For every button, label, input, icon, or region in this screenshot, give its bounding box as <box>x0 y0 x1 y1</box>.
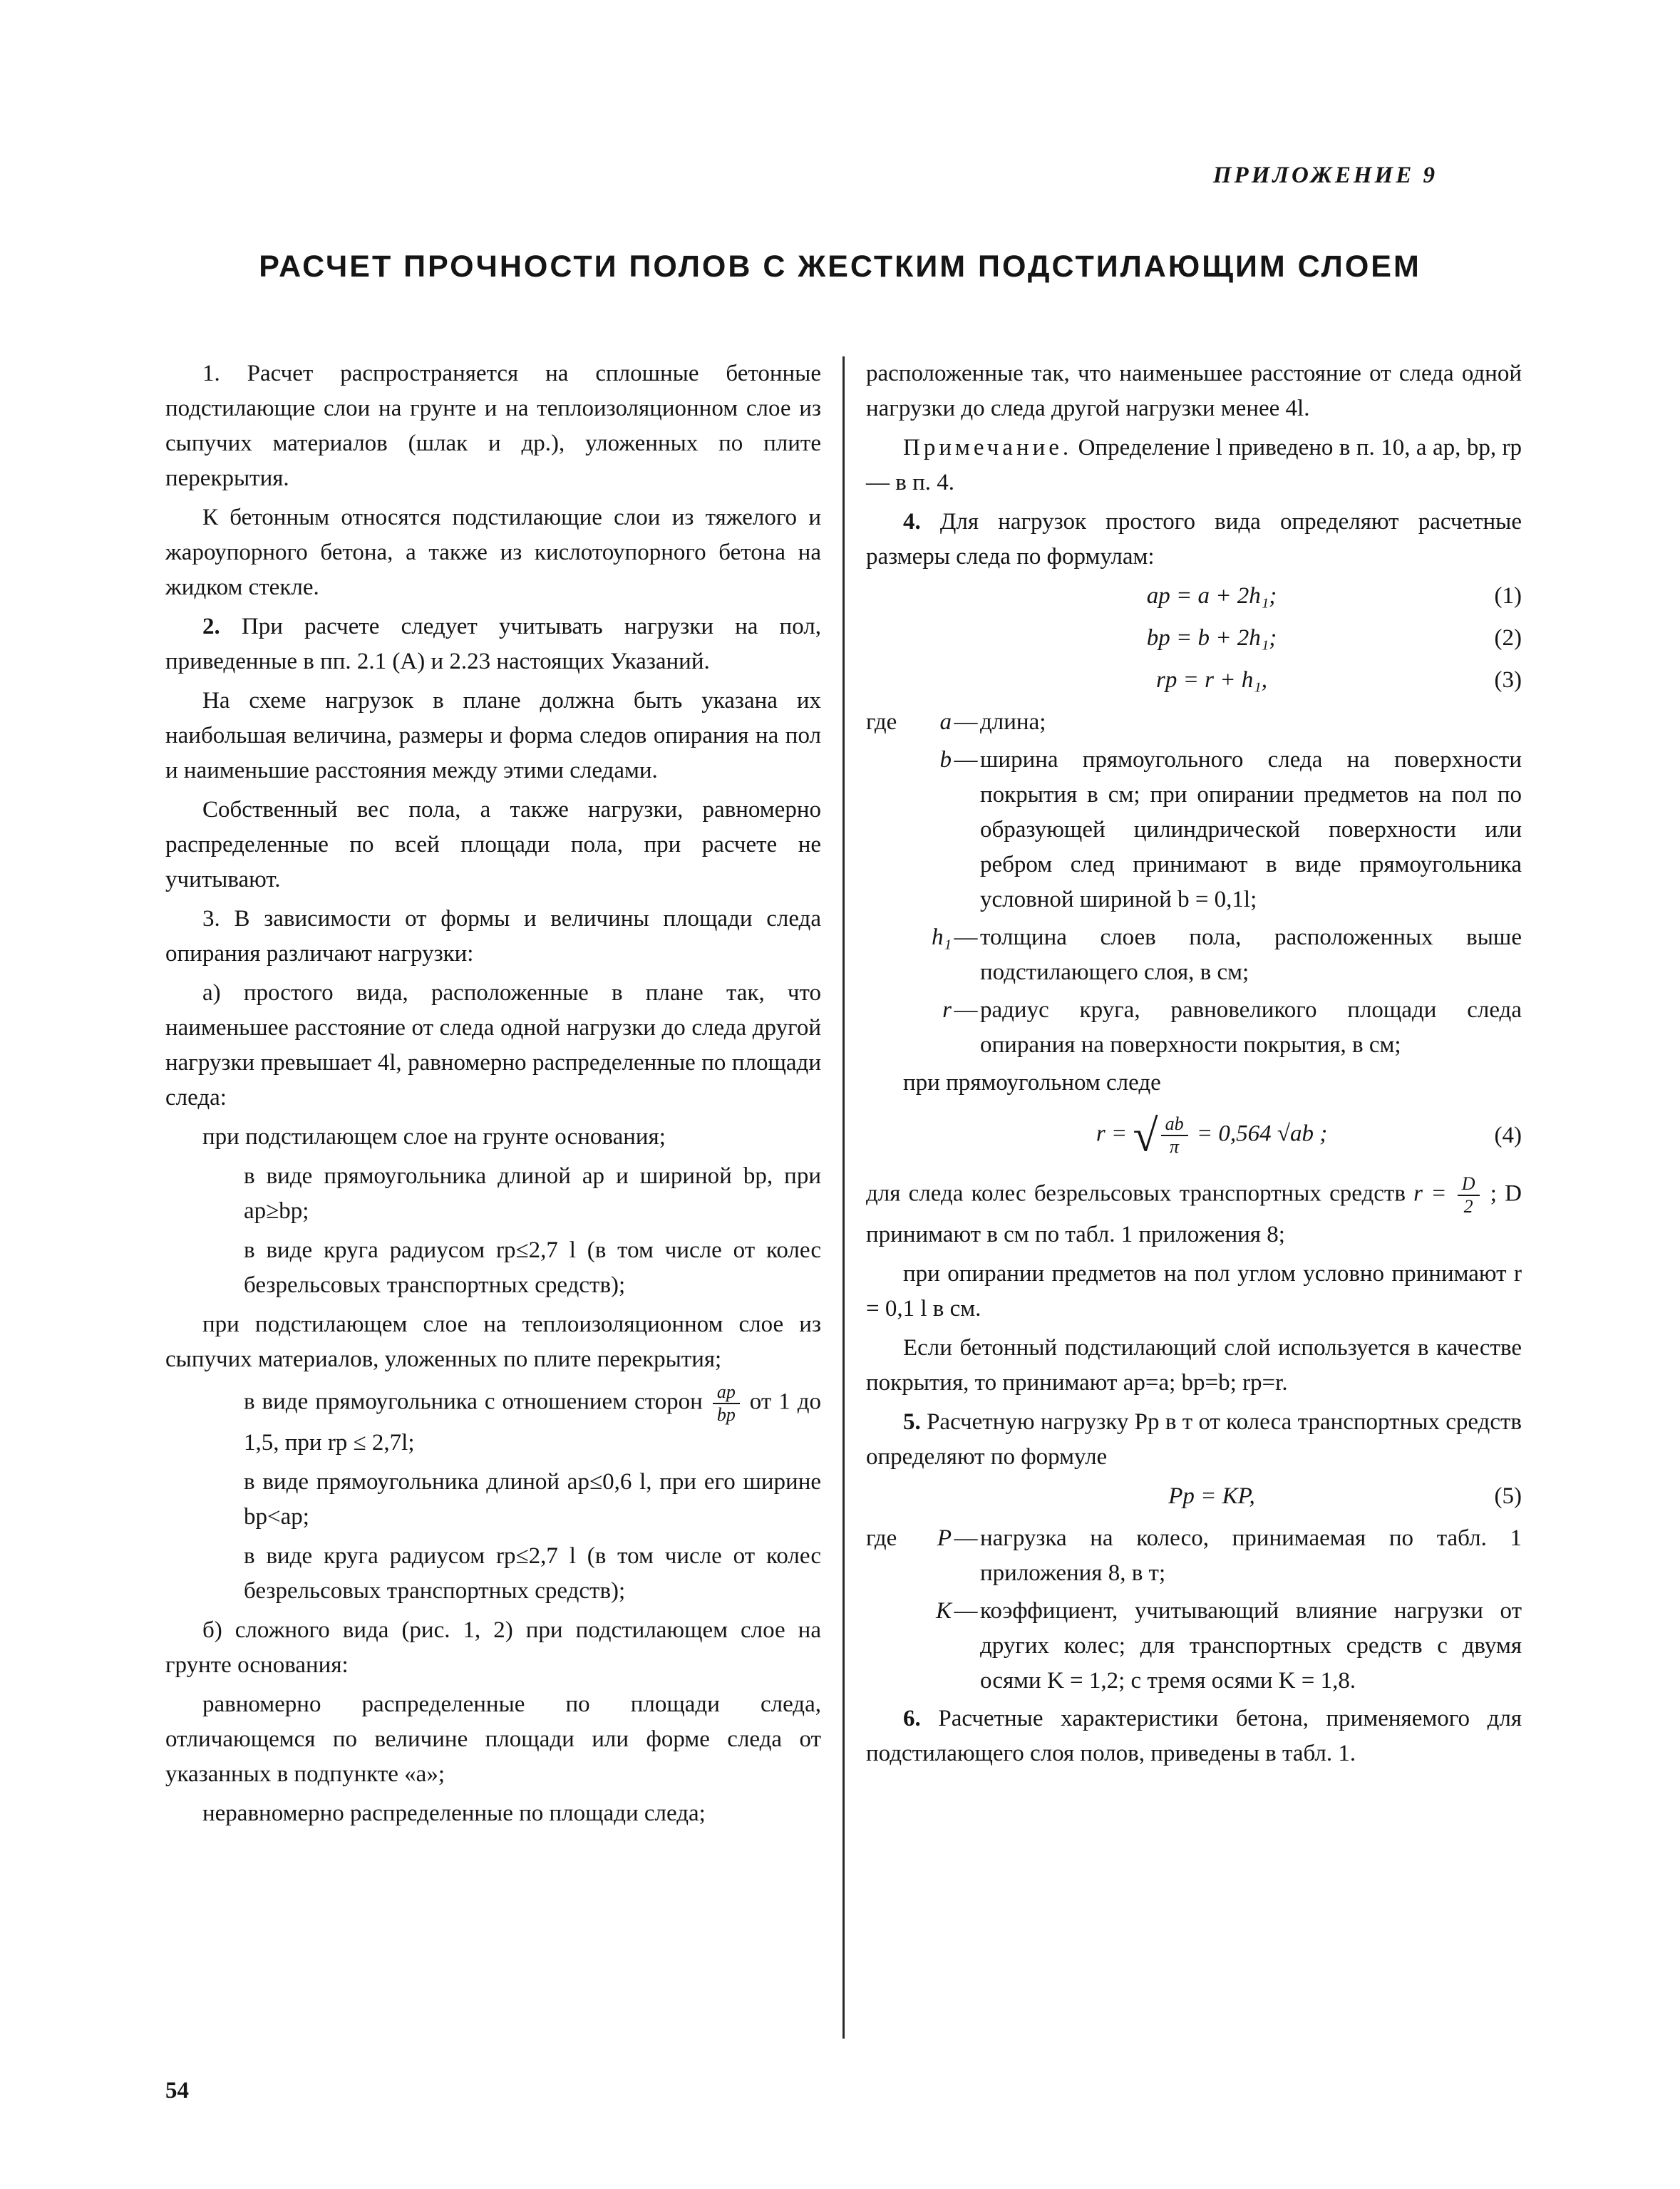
paragraph: в виде прямоугольника длиной aр и шириной bр, при aр≥bр; <box>244 1163 821 1224</box>
paragraph: неравномерно распределенные по площади следа; <box>202 1801 706 1826</box>
left-column <box>165 356 821 1835</box>
definition-row <box>866 743 1522 917</box>
paragraph-number: 4. <box>903 509 921 535</box>
equation <box>866 663 1522 698</box>
paragraph-text: для следа колес безрельсовых транспортных средств <box>866 1180 1406 1207</box>
note-label: Примечание. <box>903 435 1073 460</box>
definition-symbol: b <box>939 747 952 773</box>
definition-text: длина; <box>980 709 1046 735</box>
paragraph-text: Расчетную нагрузку Pр в т от колеса транспортных средств определяют по формуле <box>866 1409 1522 1470</box>
paragraph <box>866 1405 1522 1475</box>
appendix-label: ПРИЛОЖЕНИЕ 9 <box>1212 163 1438 188</box>
equation-number: (5) <box>1494 1483 1522 1509</box>
paragraph: а) простого вида, расположенные в плане так, что наименьшее расстояние от следа одной нагрузки до следа другой нагрузки превышает 4l, равномерно распределенные по площади следа: <box>165 980 821 1111</box>
paragraph-text: При расчете следует учитывать нагрузки на пол, приведенные в пп. 2.1 (А) и 2.23 настоящих Указаний. <box>165 614 822 674</box>
definition-text: нагрузка на колесо, принимаемая по табл. 1 приложения 8, в т; <box>980 1525 1522 1586</box>
paragraph: в виде круга радиусом rр≤2,7 l (в том числе от колес безрельсовых транспортных средств); <box>244 1237 821 1298</box>
definition-symbol: K <box>935 1598 952 1624</box>
paragraph-text: от 1 до 1,5, при rр ≤ 2,7l; <box>244 1389 821 1456</box>
paragraph <box>244 1381 821 1461</box>
definition-row <box>866 705 1522 740</box>
dash: — <box>954 1525 978 1551</box>
equation-number: (3) <box>1494 667 1522 693</box>
paragraph-text: в виде прямоугольника с отношением сторон <box>244 1389 703 1415</box>
variable: r = <box>1413 1180 1447 1207</box>
fraction <box>713 1381 740 1426</box>
paragraph: равномерно распределенные по площади следа, отличающемся по величине площади или форме следа от указанных в подпункте «а»; <box>165 1691 821 1787</box>
equation-number: (4) <box>1494 1122 1522 1148</box>
page-number: 54 <box>165 2078 189 2103</box>
definition-text: радиус круга, равновеликого площади следа опирания на поверхности покрытия, в см; <box>980 997 1522 1058</box>
paragraph-number: 2. <box>202 614 220 639</box>
paragraph-text: Для нагрузок простого вида определяют расчетные размеры следа по формулам: <box>866 509 1522 570</box>
equation <box>866 1479 1522 1514</box>
paragraph-text: ; D принимают в см по табл. 1 приложения 8; <box>866 1180 1522 1247</box>
right-column <box>866 356 1522 1776</box>
paragraph: при подстилающем слое на грунте основания; <box>202 1124 666 1150</box>
equation-body: bр = b + 2h₁; <box>1146 625 1277 651</box>
definition-row <box>866 993 1522 1063</box>
definition-symbol: a <box>939 709 952 735</box>
paragraph-text: Расчетные характеристики бетона, применяемого для подстилающего слоя полов, приведены в табл. 1. <box>866 1706 1522 1766</box>
fraction-denominator: π <box>1170 1136 1180 1157</box>
sqrt-sign: √ <box>1133 1110 1158 1161</box>
definition-row <box>866 1594 1522 1699</box>
paragraph: в виде круга радиусом rр≤2,7 l (в том числе от колес безрельсовых транспортных средств); <box>244 1543 821 1604</box>
equation-rhs: = 0,564 √ab ; <box>1196 1121 1328 1147</box>
paragraph <box>165 609 821 679</box>
equation <box>866 579 1522 614</box>
fraction <box>1458 1173 1480 1217</box>
paragraph: 1. Расчет распространяется на сплошные бетонные подстилающие слои на грунте и на теплоизоляционном слое из сыпучих материалов (шлак и др.), уложенных по плите перекрытия. <box>165 361 821 491</box>
fraction-denominator: 2 <box>1463 1196 1473 1217</box>
fraction-numerator: ab <box>1161 1113 1188 1136</box>
definition-text: ширина прямоугольного следа на поверхности покрытия в см; при опирании предметов на пол по образующей цилиндрической поверхности или ребром след принимают в виде прямоугольника условной шириной b = 0,1l; <box>980 747 1522 912</box>
dash: — <box>954 709 978 735</box>
paragraph <box>866 1173 1522 1252</box>
equation-number: (1) <box>1494 583 1522 609</box>
paragraph: Собственный вес пола, а также нагрузки, равномерно распределенные по всей площади пола, при расчете не учитывают. <box>165 797 821 892</box>
equation-body <box>866 1110 1472 1161</box>
paragraph <box>866 1701 1522 1771</box>
paragraph: при подстилающем слое на теплоизоляционном слое из сыпучих материалов, уложенных по плите перекрытия; <box>165 1312 821 1372</box>
note-text: Определение l приведено в п. 10, а aр, bр, rр— в п. 4. <box>866 435 1522 495</box>
where-label: где <box>866 709 897 735</box>
dash: — <box>954 997 978 1023</box>
paragraph: 3. В зависимости от формы и величины площади следа опирания различают нагрузки: <box>165 906 821 967</box>
fraction-numerator: aр <box>713 1381 740 1404</box>
definition-text: коэффициент, учитывающий влияние нагрузки от других колес; для транспортных средств с двумя осями K = 1,2; с тремя осями K = 1,8. <box>980 1598 1522 1694</box>
dash: — <box>954 924 978 950</box>
fraction <box>1161 1113 1188 1158</box>
dash: — <box>954 1598 978 1624</box>
paragraph: Если бетонный подстилающий слой используется в качестве покрытия, то принимают aр=a; bр=b; rр=r. <box>866 1335 1522 1396</box>
paragraph-number: 6. <box>903 1706 921 1731</box>
page-title: РАСЧЕТ ПРОЧНОСТИ ПОЛОВ С ЖЕСТКИМ ПОДСТИЛАЮЩИМ СЛОЕМ <box>259 249 1421 284</box>
paragraph: На схеме нагрузок в плане должна быть указана их наибольшая величина, размеры и форма следов опирания на пол и наименьшие расстояния между этими следами. <box>165 688 821 783</box>
equation <box>866 1110 1522 1161</box>
definition-row <box>866 920 1522 990</box>
equation <box>866 621 1522 656</box>
equation-body: Pр = KP, <box>1168 1483 1255 1509</box>
equation-body: rр = r + h₁, <box>1156 667 1267 693</box>
paragraph: в виде прямоугольника длиной aр≤0,6 l, при его ширине bр<aр; <box>244 1469 821 1530</box>
where-label: где <box>866 1525 897 1551</box>
definition-row <box>866 1521 1522 1591</box>
paragraph: при опирании предметов на пол углом условно принимают r = 0,1 l в см. <box>866 1261 1522 1322</box>
paragraph <box>866 505 1522 575</box>
fraction-denominator: bр <box>716 1404 736 1425</box>
paragraph: расположенные так, что наименьшее расстояние от следа одной нагрузки до следа другой нагрузки менее 4l. <box>866 361 1522 421</box>
dash: — <box>954 747 978 773</box>
definition-symbol: r <box>942 997 952 1023</box>
paragraph-number: 5. <box>903 1409 921 1435</box>
definition-text: толщина слоев пола, расположенных выше подстилающего слоя, в см; <box>980 924 1522 985</box>
paragraph: при прямоугольном следе <box>903 1070 1161 1096</box>
equation-lhs: r = <box>1096 1121 1128 1147</box>
definition-symbol: P <box>937 1525 952 1551</box>
equation-number: (2) <box>1494 625 1522 651</box>
paragraph: К бетонным относятся подстилающие слои из тяжелого и жароупорного бетона, а также из кислотоупорного бетона на жидком стекле. <box>165 505 821 600</box>
definition-symbol: h₁ <box>932 924 952 950</box>
paragraph: б) сложного вида (рис. 1, 2) при подстилающем слое на грунте основания: <box>165 1617 821 1678</box>
column-divider <box>842 356 845 2039</box>
fraction-numerator: D <box>1458 1173 1480 1196</box>
equation-body: aр = a + 2h₁; <box>1146 583 1277 609</box>
note <box>866 431 1522 500</box>
